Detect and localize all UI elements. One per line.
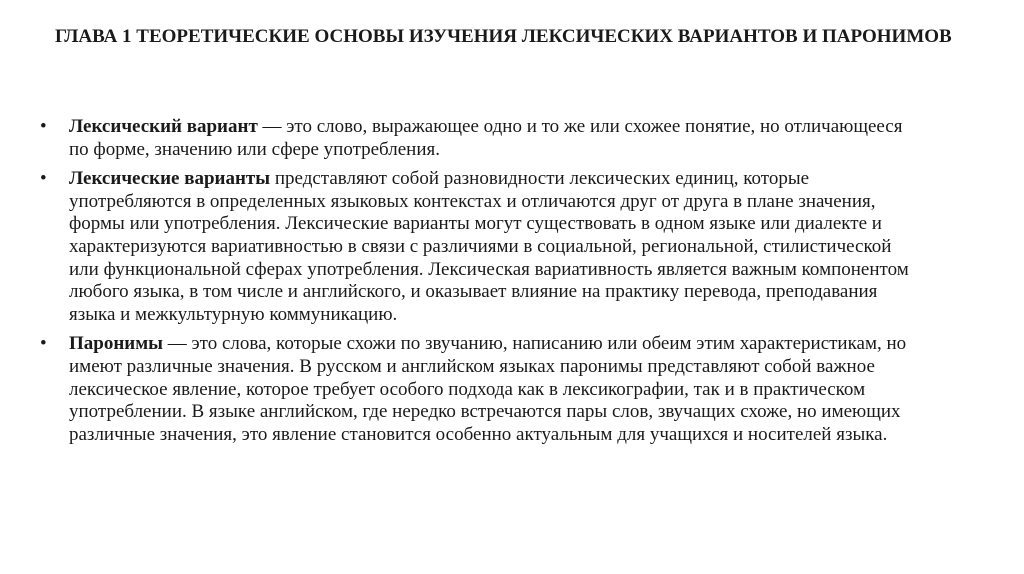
bullet-term: Паронимы bbox=[69, 333, 164, 355]
bullet-body: представляют собой разновидности лексических единиц, которые употребляются в определенных языковых контекстах и отличаются друг от друга в плане значения, формы или употребления. Лексические варианты могут существовать в одном языке или диалекте и характеризуются вариативностью в связи с различиями в социальной, региональной, стилистической или функциональной сферах употребления. Лексическая вариативность является важным компонентом любого языка, в том числе и английского, и оказывает влияние на практику перевода, преподавания языка и межкультурную коммуникацию. bbox=[69, 168, 909, 325]
bullet-dot-icon: • bbox=[40, 333, 47, 355]
bullet-body: — это слово, выражающее одно и то же или схожее понятие, но отличающееся по форме, значению или сфере употребления. bbox=[69, 116, 903, 160]
bullet-text bbox=[69, 116, 910, 161]
bullet-list bbox=[40, 116, 910, 453]
bullet-term: Лексические варианты bbox=[69, 168, 271, 190]
bullet-dot-icon: • bbox=[40, 168, 47, 190]
bullet-item bbox=[40, 116, 910, 161]
bullet-term: Лексический вариант bbox=[69, 116, 258, 137]
bullet-dot-icon: • bbox=[40, 116, 47, 137]
bullet-text bbox=[69, 333, 910, 446]
bullet-item bbox=[40, 168, 910, 326]
bullet-text bbox=[69, 168, 910, 326]
bullet-body: — это слова, которые схожи по звучанию, написанию или обеим этим характеристикам, но имеют различные значения. В русском и английском языках паронимы представляют собой важное лексическое явление, которое требует особого подхода как в лексикографии, так и в практическом употреблении. В языке английском, где нередко встречаются пары слов, звучащих схоже, но имеющих различные значения, это явление становится особенно актуальным для учащихся и носителей языка. bbox=[69, 333, 907, 445]
slide-title: ГЛАВА 1 ТЕОРЕТИЧЕСКИЕ ОСНОВЫ ИЗУЧЕНИЯ ЛЕКСИЧЕСКИХ ВАРИАНТОВ И ПАРОНИМОВ bbox=[55, 26, 952, 47]
bullet-item bbox=[40, 333, 910, 446]
